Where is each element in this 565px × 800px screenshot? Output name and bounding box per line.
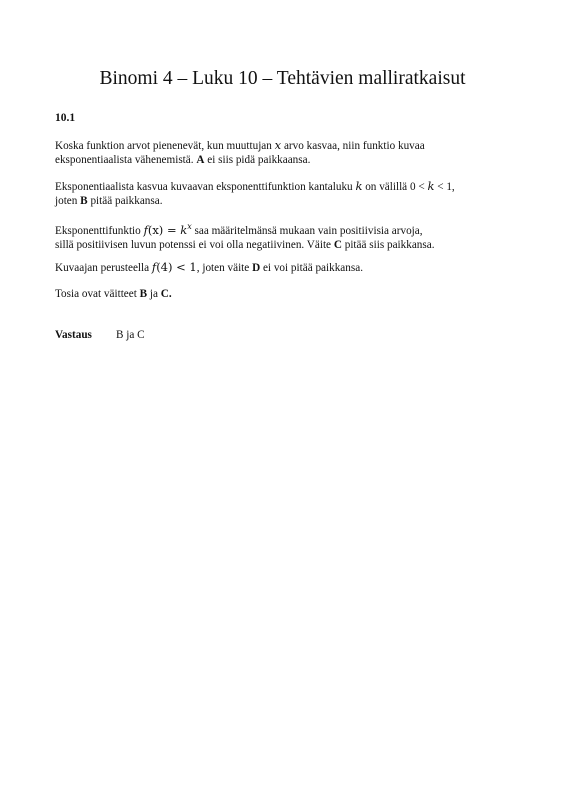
math-expression: (x) = [147, 223, 181, 237]
paragraph-2-line-1: Eksponentiaalista kasvua kuvaavan eksponenttifunktion kantaluku k on välillä 0 < k < 1, [55, 179, 455, 193]
true-claim-b: B [139, 288, 148, 300]
paragraph-5 [55, 288, 525, 302]
paragraph-4 [55, 261, 525, 276]
paragraph-3-line-1: Eksponenttifunktio $f(x) = k^x$ saa määritelmänsä mukaan vain positiivisia arvoja, [55, 222, 423, 237]
paragraph-1-line-1: Koska funktion arvot pienenevät, kun muuttujan x arvo kasvaa, niin funktio kuvaa [55, 138, 425, 152]
answer-label: Vastaus [55, 329, 92, 341]
paragraph-3 [55, 220, 525, 252]
true-claim-c: C. [160, 288, 172, 300]
answer-value: B ja C [116, 329, 145, 341]
page-title: Binomi 4 – Luku 10 – Tehtävien malliratkaisut [99, 68, 466, 89]
paragraph-2-line-2: joten B pitää paikkansa. [55, 194, 163, 207]
paragraph-1 [55, 139, 525, 167]
math-exponent: x [187, 222, 192, 231]
claim-d: D [252, 262, 261, 274]
variable-k: k [427, 179, 435, 193]
paragraph-3-line-2: sillä positiivisen luvun potenssi ei voi olla negatiivinen. Väite C pitää siis paikkansa. [55, 238, 435, 251]
math-expression: (4) < 1 [156, 260, 197, 274]
math-k: k [180, 223, 188, 237]
variable-x: x [274, 138, 282, 152]
paragraph-4-line-1: Kuvaajan perusteella f(4) < 1, joten väite D ei voi pitää paikkansa. [55, 260, 363, 274]
paragraph-5-line-1: Tosia ovat väitteet B ja C. [55, 288, 172, 300]
claim-c: C [333, 238, 342, 251]
math-f: f [143, 223, 148, 237]
variable-k: k [355, 179, 363, 193]
section-number: 10.1 [55, 112, 76, 124]
claim-b: B [80, 194, 88, 207]
claim-a: A [196, 153, 205, 166]
math-f: f [151, 260, 157, 274]
paragraph-2 [55, 180, 525, 208]
paragraph-1-line-2: eksponentiaalista vähenemistä. A ei siis pidä paikkaansa. [55, 153, 311, 166]
